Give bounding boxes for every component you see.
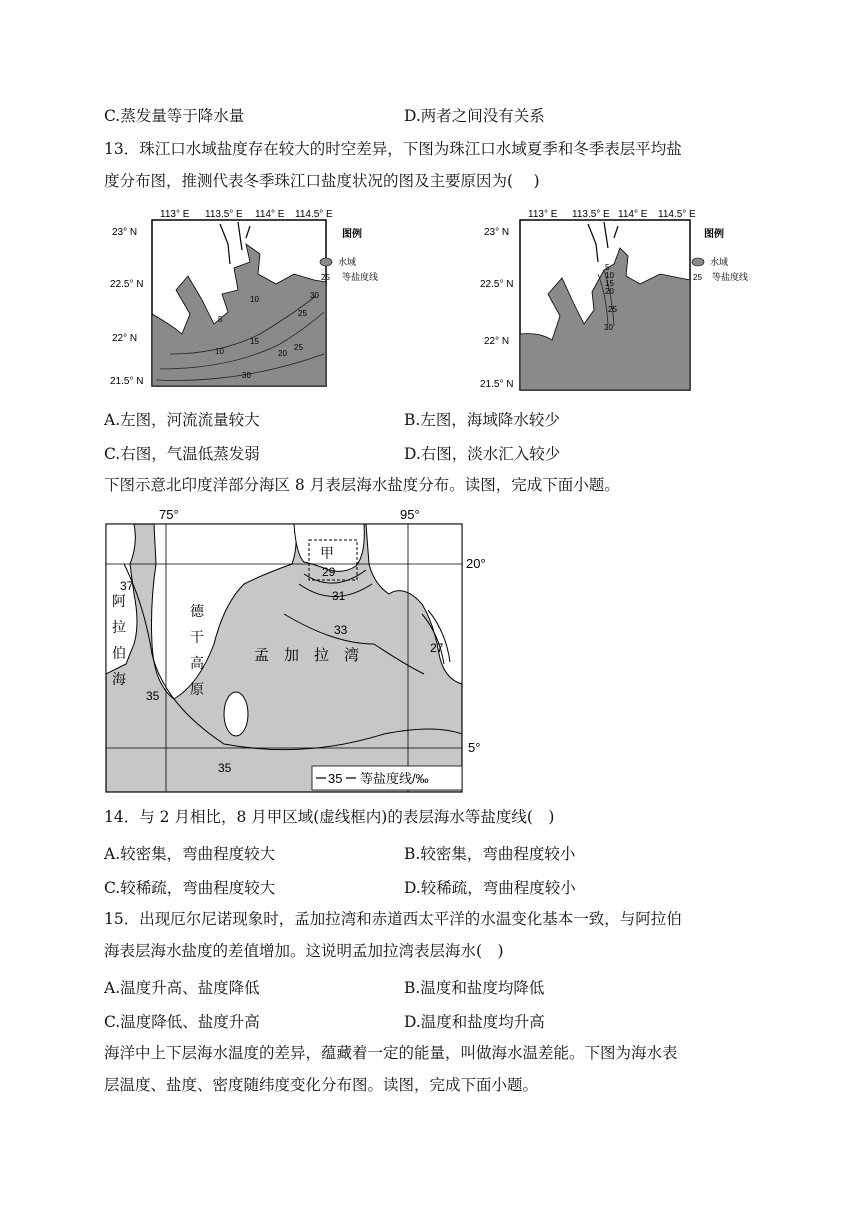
lon-label: 113° E [160,209,190,220]
arabian-sea-label: 海 [112,671,126,687]
isoline-label: 27 [430,641,444,655]
intro-ocean-thermal-line1: 海洋中上下层海水温度的差异，蕴藏着一定的能量，叫做海水温差能。下图为海水表 [104,1044,678,1062]
isoline-label: 35 [218,761,232,775]
legend-water-label: 水域 [710,257,729,267]
isoline-label: 30 [242,371,251,380]
legend-water-swatch [692,258,704,266]
legend-iso-sample: 25 [321,273,330,282]
q15-option-a: A.温度升高、盐度降低 [104,979,260,997]
isoline-label: 10 [605,271,614,280]
q13-option-a: A.左图，河流流量较大 [104,411,260,429]
isoline-label: 33 [334,623,348,637]
q15-option-c: C.温度降低、盐度升高 [104,1013,260,1031]
arabian-sea-label: 伯 [112,645,126,661]
deccan-label: 高 [190,655,204,671]
bay-of-bengal-label: 孟 加 拉 湾 [254,647,360,664]
lon-label: 113.5° E [205,209,243,220]
lon-label: 114° E [255,209,285,220]
isoline-label: 10 [250,295,259,304]
isoline-label: 37 [120,579,134,593]
lat-label: 22.5° N [110,279,144,290]
legend-title: 图例 [704,229,724,240]
lat-label: 22.5° N [480,279,514,290]
q14-option-b: B.较密集，弯曲程度较小 [404,845,576,863]
isoline-label: 25 [294,343,303,352]
lon-label: 114.5° E [658,209,696,220]
isoline-label: 25 [608,305,617,314]
q13-option-c: C.右图，气温低蒸发弱 [104,445,260,463]
lon-label: 113.5° E [572,209,610,220]
isoline-label: 20 [605,287,614,296]
legend-text: 等盐度线/‰ [360,771,429,786]
isoline-label: 29 [322,565,336,579]
q12-option-d: D.两者之间没有关系 [404,107,545,125]
q14-stem: 14．与 2 月相比，8 月甲区域(虚线框内)的表层海水等盐度线( ) [104,808,555,826]
lat-label: 22° N [484,336,510,347]
arabian-sea-label: 阿 [112,593,126,609]
isoline-label: 20 [278,349,287,358]
legend-iso-label: 等盐度线 [342,272,379,282]
lon-95-label: 95° [400,507,420,522]
legend-value: 35 [328,771,343,786]
legend-iso-sample: 25 [693,273,702,282]
q15-stem-line1: 15．出现厄尔尼诺现象时，孟加拉湾和赤道西太平洋的水温变化基本一致，与阿拉伯 [104,910,682,928]
arabian-sea-label: 拉 [112,619,126,635]
q15-option-d: D.温度和盐度均升高 [404,1013,545,1031]
lon-75-label: 75° [159,507,179,522]
q13-option-b: B.左图，海域降水较少 [404,411,560,429]
isoline-label: 31 [332,589,346,603]
lat-20-label: 20° [466,556,486,571]
pearl-river-winter-map [480,204,776,394]
isoline-label: 5 [605,263,610,272]
intro-ocean-thermal-line2: 层温度、盐度、密度随纬度变化分布图。读图，完成下面小题。 [104,1076,539,1094]
isoline-label: 30 [310,291,319,300]
lat-label: 23° N [484,227,510,238]
pearl-river-summer-map [110,204,406,394]
legend-water-label: 水域 [338,257,357,267]
isoline-label: 30 [604,323,613,332]
lat-label: 21.5° N [480,379,514,390]
north-indian-ocean-salinity-map [104,504,500,794]
isoline-label: 25 [298,309,307,318]
q14-option-d: D.较稀疏，弯曲程度较小 [404,879,576,897]
lat-label: 22° N [112,333,138,344]
lat-label: 21.5° N [110,376,144,387]
lon-label: 113° E [528,209,558,220]
legend-title: 图例 [342,229,362,240]
legend-iso-label: 等盐度线 [712,272,749,282]
isoline-label: 15 [250,337,259,346]
q12-option-c: C.蒸发量等于降水量 [104,107,245,125]
isoline-label: 5 [218,315,223,324]
q13-option-d: D.右图，淡水汇入较少 [404,445,561,463]
lon-label: 114° E [618,209,648,220]
lon-label: 114.5° E [295,209,333,220]
q13-stem-line2: 度分布图，推测代表冬季珠江口盐度状况的图及主要原因为( ) [104,172,540,190]
intro-indian-ocean: 下图示意北印度洋部分海区 8 月表层海水盐度分布。读图，完成下面小题。 [104,476,620,494]
deccan-label: 干 [190,629,204,645]
isoline-label: 35 [146,689,160,703]
q15-option-b: B.温度和盐度均降低 [404,979,545,997]
isoline-label: 15 [605,279,614,288]
q14-option-c: C.较稀疏，弯曲程度较大 [104,879,276,897]
deccan-label: 德 [190,603,204,619]
deccan-label: 原 [190,681,204,697]
q15-stem-line2: 海表层海水盐度的差值增加。这说明孟加拉湾表层海水( ) [104,942,504,960]
jia-label: 甲 [320,545,334,561]
isoline-label: 10 [215,347,224,356]
q13-stem-line1: 13．珠江口水域盐度存在较大的时空差异，下图为珠江口水域夏季和冬季表层平均盐 [104,140,682,158]
lat-label: 23° N [112,227,138,238]
lat-5-label: 5° [468,740,481,755]
legend-water-swatch [320,258,332,266]
q14-option-a: A.较密集，弯曲程度较大 [104,845,276,863]
